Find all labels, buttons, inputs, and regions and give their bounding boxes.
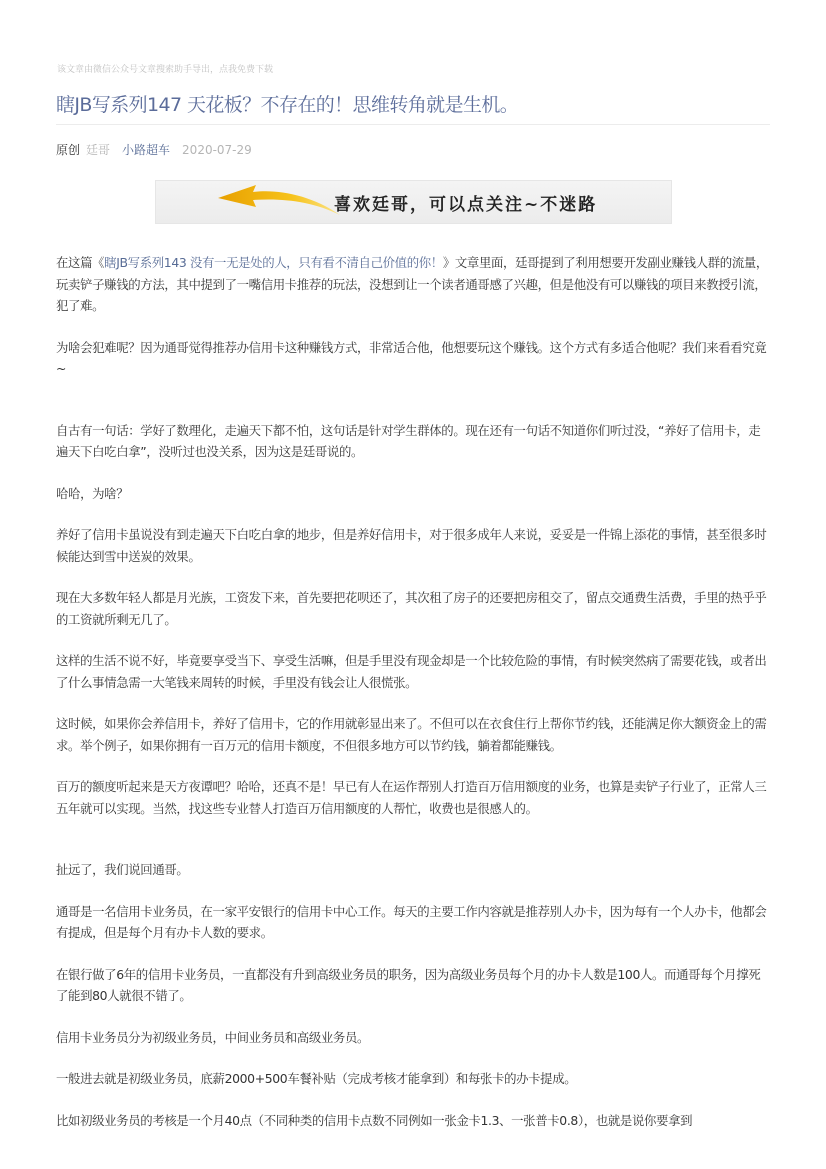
paragraph: 在银行做了6年的信用卡业务员，一直都没有升到高级业务员的职务，因为高级业务员每个月的办卡人数是100人。而通哥每个月撑死了能到80人就很不错了。 [56,966,761,1003]
title-divider [56,124,770,125]
paragraph: 现在大多数年轻人都是月光族，工资发下来，首先要把花呗还了，其次租了房子的还要把房租交了，留点交通费生活费，手里的热乎乎的工资就所剩无几了。 [56,590,767,627]
paragraph [56,252,772,317]
article-title: 瞎JB写系列147 天花板？不存在的！思维转角就是生机。 [56,94,519,116]
paragraph-text: 在这篇《 [56,255,105,270]
follow-banner-image [155,180,672,224]
paragraph: 通哥是一名信用卡业务员，在一家平安银行的信用卡中心工作。每天的主要工作内容就是推荐别人办卡，因为每有一个人办卡，他都会有提成，但是每个月有办卡人数的要求。 [56,903,767,940]
export-notice-link[interactable]: 该文章由微信公众号文章搜索助手导出，点我免费下载 [57,65,274,75]
paragraph: 哈哈，为啥？ [56,485,129,501]
paragraph: 百万的额度听起来是天方夜谭吧？哈哈，还真不是！早已有人在运作帮别人打造百万信用额度的业务，也算是卖铲子行业了，正常人三五年就可以实现。当然，找这些专业替人打造百万信用额度的人帮忙，收费也是很感人的。 [56,779,767,816]
paragraph: 养好了信用卡虽说没有到走遍天下白吃白拿的地步，但是养好信用卡，对于很多成年人来说，妥妥是一件锦上添花的事情，甚至很多时候能达到雪中送炭的效果。 [56,527,767,564]
paragraph: 比如初级业务员的考核是一个月40点（不同种类的信用卡点数不同例如一张金卡1.3、一张普卡0.8），也就是说你要拿到 [56,1112,693,1128]
paragraph-text: 》文章里面，廷哥提到了利用想要开发副业赚钱人群的流量，玩卖铲子赚钱的方法，其中提到了一嘴信用卡推荐的玩法，没想到让一个读者通哥感了兴趣，但是他没有可以赚钱的项目来教授引流，犯了难。 [56,255,768,313]
paragraph: 扯远了，我们说回通哥。 [56,862,189,877]
author-name: 廷哥 [86,143,111,157]
publish-date: 2020-07-29 [182,143,252,157]
related-article-link[interactable]: 瞎JB写系列143 没有一无是处的人，只有看不清自己价值的你！ [104,255,443,270]
article-meta [56,141,252,158]
banner-text: 喜欢廷哥，可以点关注~不迷路 [334,195,598,215]
paragraph: 一般进去就是初级业务员，底薪2000+500车餐补贴（完成考核才能拿到）和每张卡的办卡提成。 [56,1071,577,1086]
paragraph: 为啥会犯难呢？因为通哥觉得推荐办信用卡这种赚钱方式，非常适合他，他想要玩这个赚钱。这个方式有多适合他呢？我们来看看究竟~ [56,339,767,376]
article-body [56,250,772,1131]
paragraph: 信用卡业务员分为初级业务员，中间业务员和高级业务员。 [56,1029,370,1045]
swoosh-arrow-icon [216,181,346,223]
paragraph: 自古有一句话：学好了数理化，走遍天下都不怕，这句话是针对学生群体的。现在还有一句话不知道你们听过没，“养好了信用卡，走遍天下白吃白拿”，没听过也没关系，因为这是廷哥说的。 [56,422,761,459]
paragraph: 这时候，如果你会养信用卡，养好了信用卡，它的作用就彰显出来了。不但可以在衣食住行上帮你节约钱，还能满足你大额资金上的需求。举个例子，如果你拥有一百万元的信用卡额度，不但很多地方可以节约钱，躺着都能赚钱。 [56,716,767,753]
paragraph: 这样的生活不说不好，毕竟要享受当下、享受生活嘛，但是手里没有现金却是一个比较危险的事情，有时候突然病了需要花钱，或者出了什么事情急需一大笔钱来周转的时候，手里没有钱会让人很慌张。 [56,653,767,690]
account-name-link[interactable]: 小路超车 [122,143,171,157]
original-label: 原创 [56,143,81,157]
